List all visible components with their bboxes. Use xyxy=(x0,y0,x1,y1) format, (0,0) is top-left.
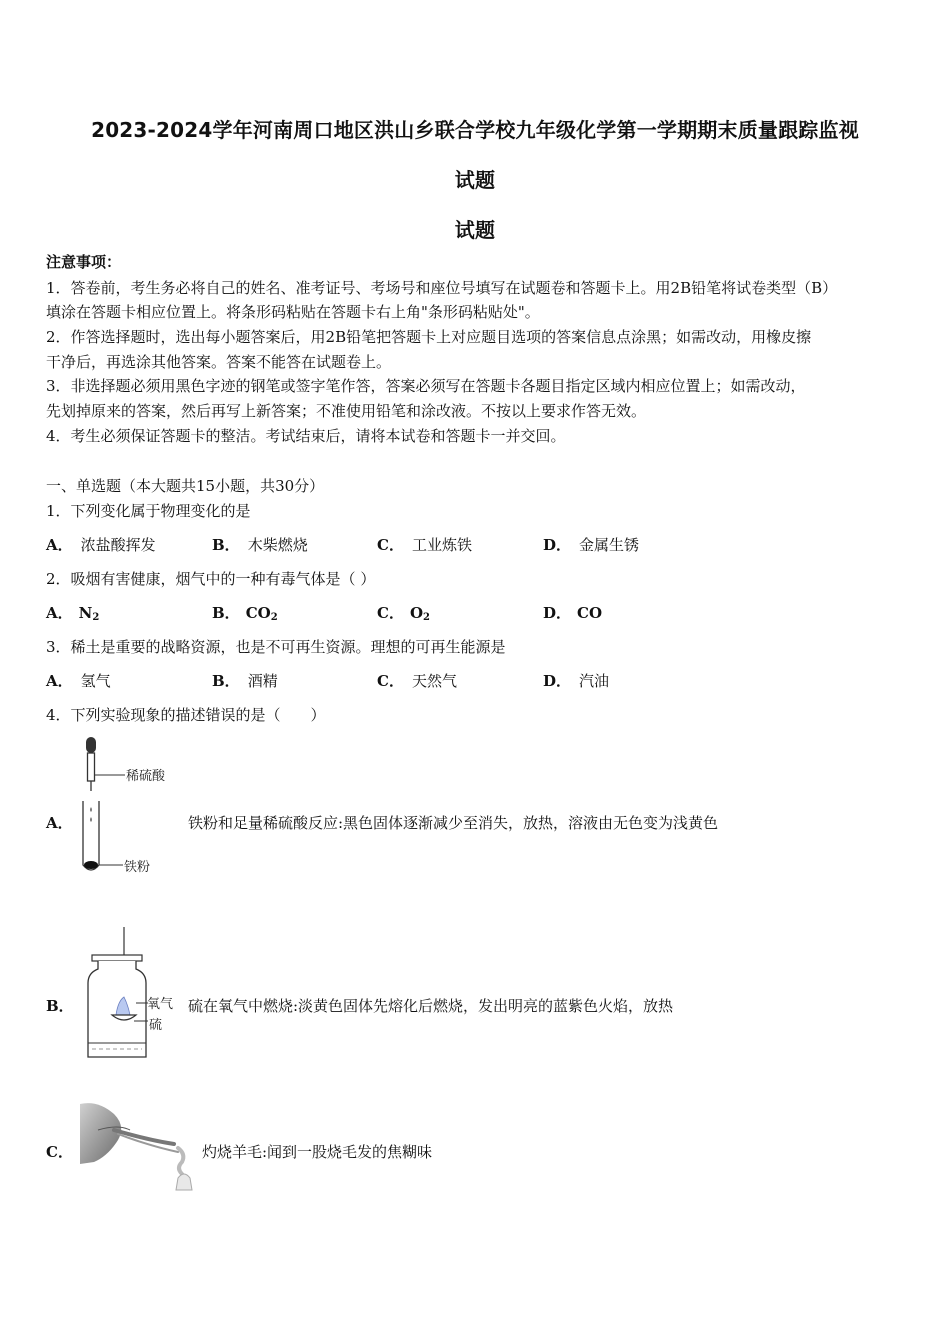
notice-line-7: 4．考生必须保证答题卡的整洁。考试结束后，请将本试卷和答题卡一并交回。 xyxy=(46,427,566,445)
exam-title-line2: 试题 xyxy=(454,168,496,192)
q1-option-a[interactable]: A． 浓盐酸挥发 xyxy=(46,536,156,554)
q1-option-c[interactable]: C． 工业炼铁 xyxy=(377,536,472,554)
q3-option-c[interactable]: C． 天然气 xyxy=(377,672,457,690)
notice-line-2: 填涂在答题卡相应位置上。将条形码粘贴在答题卡右上角"条形码粘贴处"。 xyxy=(46,303,540,321)
notice-line-1: 1．答卷前，考生务必将自己的姓名、准考证号、考场号和座位号填写在试题卷和答题卡上。用2B铅笔将试卷类型（B） xyxy=(46,279,838,297)
q3-option-a[interactable]: A． 氢气 xyxy=(46,672,111,690)
label-dilute-sulfuric-acid: 稀硫酸 xyxy=(126,769,166,784)
q2-option-c[interactable]: C． $O_2$ xyxy=(377,604,430,623)
q4-option-a-letter[interactable]: A． xyxy=(46,814,73,832)
q2-option-d[interactable]: D． CO xyxy=(543,604,603,622)
gas-jar-icon xyxy=(80,925,190,1065)
label-oxygen: 氧气 xyxy=(147,997,174,1012)
dropper-test-tube-icon xyxy=(75,735,185,880)
q4-option-c-text[interactable]: 灼烧羊毛:闻到一股烧毛发的焦糊味 xyxy=(202,1143,433,1161)
question-3-stem: 3．稀土是重要的战略资源，也是不可再生资源。理想的可再生能源是 xyxy=(46,638,506,656)
q4-option-a-text[interactable]: 铁粉和足量稀硫酸反应:黑色固体逐渐减少至消失，放热，溶液由无色变为浅黄色 xyxy=(188,814,719,832)
exam-title-line1: 2023-2024学年河南周口地区洪山乡联合学校九年级化学第一学期期末质量跟踪监视 xyxy=(91,118,859,142)
q2-option-b[interactable]: B． $CO_2$ xyxy=(212,604,278,623)
question-2-stem: 2．吸烟有害健康，烟气中的一种有毒气体是（ ） xyxy=(46,570,376,588)
q3-option-d[interactable]: D． 汽油 xyxy=(543,672,610,690)
q3-option-b[interactable]: B． 酒精 xyxy=(212,672,278,690)
notice-line-3: 2．作答选择题时，选出每小题答案后，用2B铅笔把答题卡上对应题目选项的答案信息点涂黑；如需改动，用橡皮擦 xyxy=(46,328,812,346)
notice-line-6: 先划掉原来的答案，然后再写上新答案；不准使用铅笔和涂改液。不按以上要求作答无效。 xyxy=(46,402,647,420)
q4-option-b-text[interactable]: 硫在氧气中燃烧:淡黄色固体先熔化后燃烧，发出明亮的蓝紫色火焰，放热 xyxy=(188,997,674,1015)
question-4-stem: 4．下列实验现象的描述错误的是（ ） xyxy=(46,706,326,724)
q2-option-a[interactable]: A． $N_2$ xyxy=(46,604,100,623)
notice-line-5: 3．非选择题必须用黑色字迹的钢笔或签字笔作答，答案必须写在答题卡各题目指定区域内相应位置上；如需改动， xyxy=(46,377,806,395)
q1-option-b[interactable]: B． 木柴燃烧 xyxy=(212,536,308,554)
exam-subtitle: 试题 xyxy=(454,218,496,242)
notice-line-4: 干净后，再选涂其他答案。答案不能答在试题卷上。 xyxy=(46,353,392,371)
label-sulfur: 硫 xyxy=(149,1018,163,1033)
q4-option-b-letter[interactable]: B． xyxy=(46,997,74,1015)
section-heading: 一、单选题（本大题共15小题，共30分） xyxy=(46,477,325,495)
hand-burning-icon xyxy=(78,1100,198,1192)
label-iron-powder: 铁粉 xyxy=(124,860,151,875)
q1-option-d[interactable]: D． 金属生锈 xyxy=(543,536,640,554)
notice-heading: 注意事项： xyxy=(46,253,122,271)
q4-option-c-letter[interactable]: C． xyxy=(46,1143,73,1161)
question-1-stem: 1．下列变化属于物理变化的是 xyxy=(46,502,251,520)
